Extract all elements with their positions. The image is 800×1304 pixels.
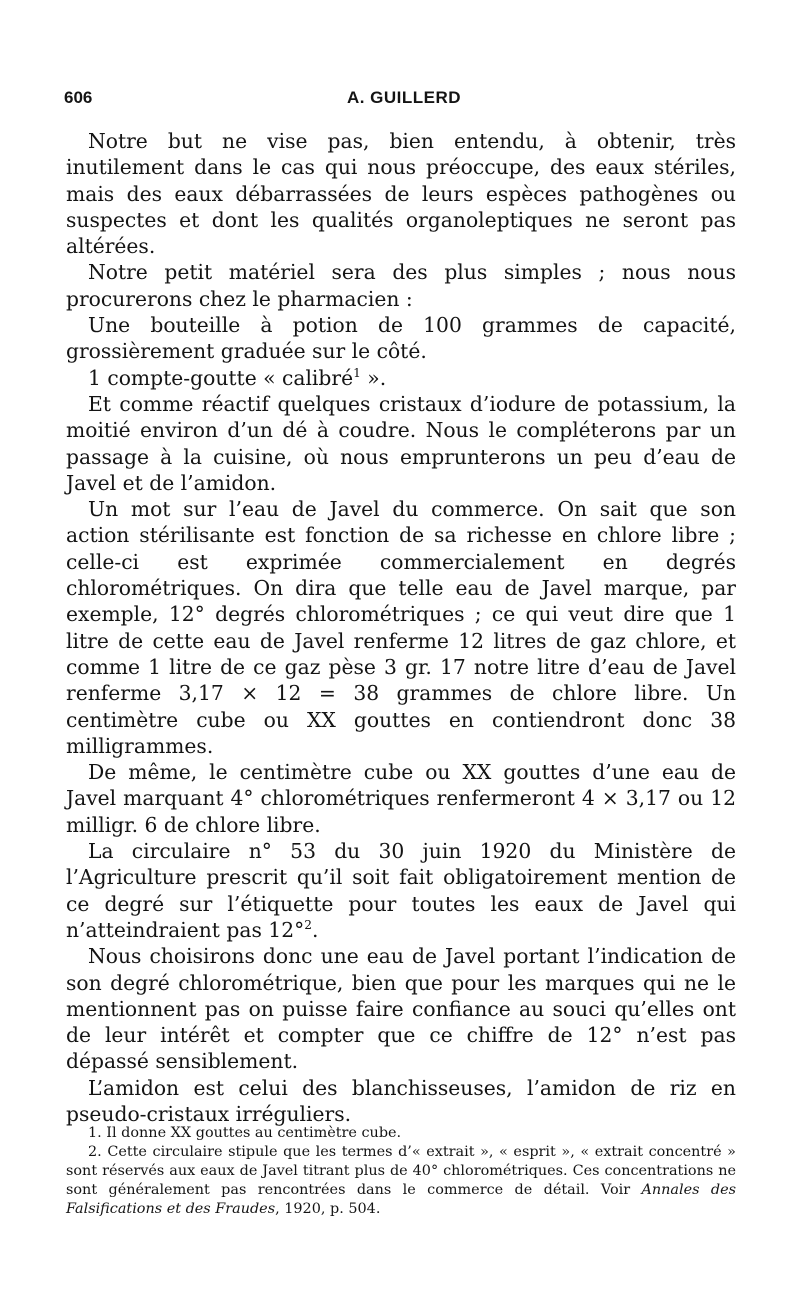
dropper-text: 1 compte-goutte « calibré (88, 365, 354, 390)
paragraph: Et comme réactif quelques cristaux d’iodure de potassium, la moitié environ d’un dé à coudre. Nous le compléterons par un passage à la cuisine, où nous emprunterons un peu d’eau de Javel et de l’amidon. (66, 391, 736, 495)
paragraph: Nous choisirons donc une eau de Javel portant l’indication de son degré chlorométrique, bien que pour les marques qui ne le mentionnent pas on puisse faire confiance au souci qu’elles ont de leur intérêt et compter que ce chiffre de 12° n’est pas dépassé sensiblement. (66, 944, 736, 1074)
body-text (66, 128, 736, 1127)
paragraph: Notre petit matériel sera des plus simples ; nous nous procurerons chez le pharmacien : (66, 260, 736, 311)
paragraph: Notre but ne vise pas, bien entendu, à obtenir, très inutilement dans le cas qui nous préoccupe, des eaux stériles, mais des eaux débarrassées de leurs espèces pathogènes ou suspectes et dont les qualités organoleptiques ne seront pas altérées. (66, 129, 736, 259)
footnote-2 (66, 1143, 736, 1219)
journal-title: Annales des Falsifications et des Fraudes (66, 1182, 736, 1217)
page-header (64, 88, 744, 116)
footnotes (66, 1124, 736, 1219)
dropper-close: ». (360, 365, 387, 390)
paragraph: Un mot sur l’eau de Javel du commerce. On sait que son action stérilisante est fonction de sa richesse en chlore libre ; celle-ci est exprimée commercialement en degrés chlorométriques. On dira que telle eau de Javel marque, par exemple, 12° degrés chlorométriques ; ce qui veut dire que 1 litre de cette eau de Javel renferme 12 litres de gaz chlore, et comme 1 litre de ce gaz pèse 3 gr. 17 notre litre d’eau de Javel renferme 3,17 × 12 = 38 grammes de chlore libre. Un centimètre cube ou XX gouttes en contiendront donc 38 milligrammes. (66, 497, 736, 758)
footnote-2-text: 2. Cette circulaire stipule que les termes d’« extrait », « esprit », « extrait concentré » sont réservés aux eaux de Javel titrant plus de 40° chlorométriques. Ces concentrations ne sont généralement pas rencontrées dans le commerce de détail. Voir (66, 1144, 736, 1198)
page-number: 606 (64, 88, 93, 107)
paragraph: Une bouteille à potion de 100 grammes de capacité, grossièrement graduée sur le côté. (66, 313, 736, 364)
footnote-ref: 1 (353, 365, 361, 380)
circular-close: . (311, 917, 319, 942)
paragraph: L’amidon est celui des blanchisseuses, l’amidon de riz en pseudo-cristaux irréguliers. (66, 1075, 736, 1126)
paragraph (66, 838, 736, 943)
footnote-2-tail: , 1920, p. 504. (275, 1201, 381, 1217)
paragraph (66, 365, 736, 391)
running-head: A. GUILLERD (346, 88, 462, 107)
circular-text: La circulaire n° 53 du 30 juin 1920 du Ministère de l’Agriculture prescrit qu’il soit fait obligatoirement mention de ce degré sur l’étiquette pour toutes les eaux de Javel qui n’atteindraient pas 12° (66, 839, 736, 942)
footnote-1: 1. Il donne XX gouttes au centimètre cube. (88, 1125, 402, 1141)
footnote-ref: 2 (304, 918, 312, 933)
paragraph: De même, le centimètre cube ou XX gouttes d’une eau de Javel marquant 4° chlorométriques renfermeront 4 × 3,17 ou 12 milligr. 6 de chlore libre. (66, 760, 736, 837)
